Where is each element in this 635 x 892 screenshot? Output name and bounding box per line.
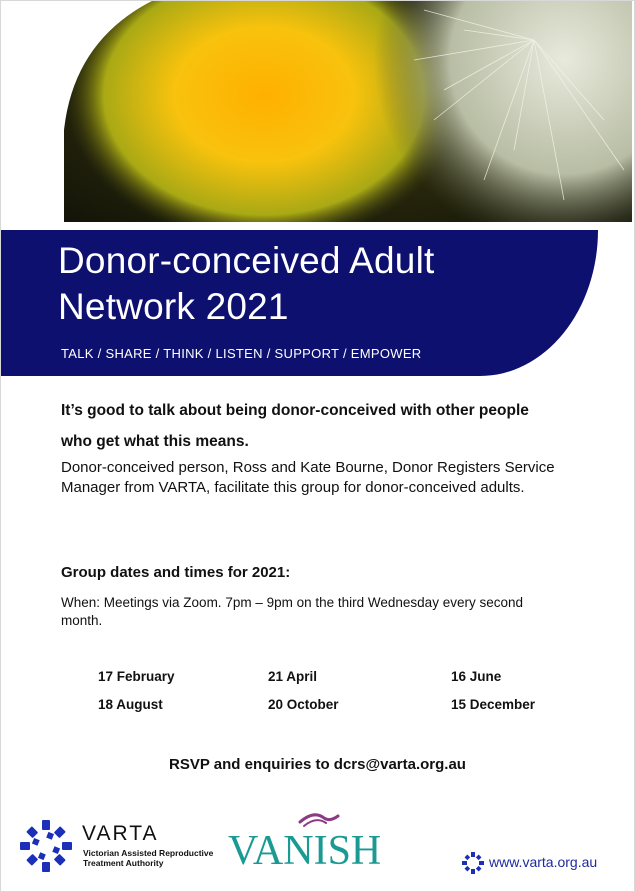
date-item: 20 October (268, 697, 339, 712)
intro-heading-line-2: who get what this means. (61, 433, 249, 450)
date-item: 18 August (98, 697, 163, 712)
website-link[interactable]: www.varta.org.au (489, 854, 598, 870)
date-item: 21 April (268, 669, 318, 684)
varta-logo-icon (20, 820, 72, 872)
globe-icon (461, 851, 485, 875)
vanish-logo-icon (226, 808, 386, 868)
varta-subtitle-line-1: Victorian Assisted Reproductive (83, 848, 214, 858)
varta-subtitle (83, 848, 223, 868)
page-title (58, 238, 578, 330)
intro-heading-line-1: It’s good to talk about being donor-conceived with other people (61, 402, 529, 419)
svg-text:VANISH: VANISH (228, 828, 382, 868)
intro-heading (61, 395, 581, 457)
date-item: 16 June (451, 669, 502, 684)
date-item: 15 December (451, 697, 536, 712)
rsvp-text: RSVP and enquiries to dcrs@varta.org.au (169, 756, 466, 773)
varta-subtitle-line-2: Treatment Authority (83, 858, 164, 868)
dates-heading: Group dates and times for 2021: (61, 564, 291, 581)
title-line-2: Network 2021 (58, 286, 289, 327)
meeting-details: When: Meetings via Zoom. 7pm – 9pm on the third Wednesday every second month. (61, 595, 523, 628)
date-item: 17 February (98, 669, 175, 684)
title-line-1: Donor-conceived Adult (58, 240, 435, 281)
tagline: TALK / SHARE / THINK / LISTEN / SUPPORT / EMPOWER (61, 346, 422, 361)
varta-name: VARTA (82, 822, 159, 845)
intro-body: Donor-conceived person, Ross and Kate Bourne, Donor Registers Service Manager from VARTA, facilitate this group for donor-conceived adults. (61, 459, 555, 496)
hero-image (64, 0, 632, 222)
